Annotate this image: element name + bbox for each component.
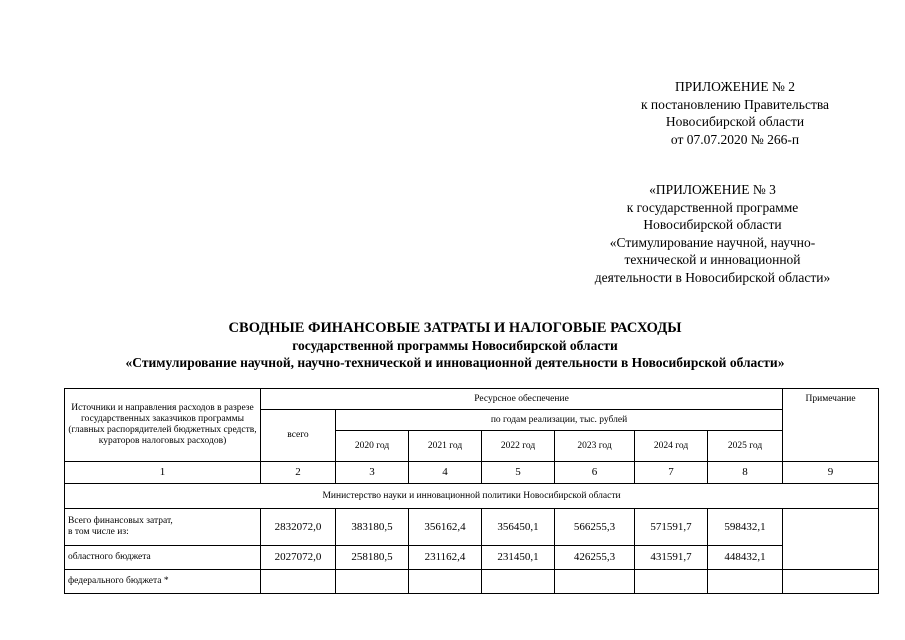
value-cell: 231162,4 <box>409 546 482 570</box>
header-resources: Ресурсное обеспечение <box>261 389 783 410</box>
col-number: 7 <box>635 462 708 484</box>
header-total: всего <box>261 410 336 462</box>
header-year: 2023 год <box>555 431 635 462</box>
col-number: 6 <box>555 462 635 484</box>
col-number: 3 <box>336 462 409 484</box>
row-label: Всего финансовых затрат, в том числе из: <box>65 509 261 546</box>
note-cell <box>783 509 879 570</box>
value-cell: 383180,5 <box>336 509 409 546</box>
appendix-2-line: ПРИЛОЖЕНИЕ № 2 <box>674 79 796 94</box>
col-number: 8 <box>708 462 783 484</box>
appendix-3-line: к государственной программе <box>626 199 799 215</box>
appendix-2-line: Новосибирской области <box>665 114 805 129</box>
appendix-3-line: технической и инновационной <box>624 252 801 267</box>
table-row <box>65 546 879 570</box>
header-year: 2022 год <box>482 431 555 462</box>
value-cell: 431591,7 <box>635 546 708 570</box>
col-number: 1 <box>65 462 261 484</box>
appendix-2-line: к постановлению Правительства <box>640 96 830 112</box>
table-row <box>65 570 879 594</box>
header-year: 2021 год <box>409 431 482 462</box>
title-line-3: «Стимулирование научной, научно-технической и инновационной деятельности в Новосибирской области» <box>125 355 785 370</box>
col-number: 5 <box>482 462 555 484</box>
col-number: 2 <box>261 462 336 484</box>
value-cell: 231450,1 <box>482 546 555 570</box>
value-cell: 2027072,0 <box>261 546 336 570</box>
document-title <box>40 319 870 371</box>
value-cell <box>261 570 336 594</box>
row-label: федерального бюджета * <box>65 570 261 594</box>
value-cell <box>708 570 783 594</box>
header-note: Примечание <box>783 389 879 462</box>
value-cell: 426255,3 <box>555 546 635 570</box>
value-cell: 566255,3 <box>555 509 635 546</box>
col-number: 9 <box>783 462 879 484</box>
value-cell <box>409 570 482 594</box>
financial-table <box>64 388 879 594</box>
col-number: 4 <box>409 462 482 484</box>
value-cell: 2832072,0 <box>261 509 336 546</box>
appendix-3-block <box>570 181 855 286</box>
appendix-3-line: «ПРИЛОЖЕНИЕ № 3 <box>649 182 776 197</box>
note-cell <box>783 570 879 594</box>
value-cell: 448432,1 <box>708 546 783 570</box>
header-sources: Источники и направления расходов в разрезе государственных заказчиков программы (главных распорядителей бюджетных средств, кураторов налоговых расходов) <box>65 389 261 462</box>
value-cell: 356450,1 <box>482 509 555 546</box>
row-label: областного бюджета <box>65 546 261 570</box>
header-year: 2020 год <box>336 431 409 462</box>
value-cell <box>555 570 635 594</box>
appendix-3-line: «Стимулирование научной, научно- <box>609 234 816 250</box>
header-year: 2024 год <box>635 431 708 462</box>
column-number-row <box>65 462 879 484</box>
section-row: Министерство науки и инновационной политики Новосибирской области <box>65 484 879 509</box>
value-cell: 598432,1 <box>708 509 783 546</box>
value-cell <box>336 570 409 594</box>
table-row <box>65 509 879 546</box>
header-year: 2025 год <box>708 431 783 462</box>
appendix-2-block <box>610 78 860 148</box>
title-line-2: государственной программы Новосибирской области <box>292 338 618 353</box>
value-cell: 571591,7 <box>635 509 708 546</box>
value-cell <box>482 570 555 594</box>
appendix-3-line: деятельности в Новосибирской области» <box>594 269 831 285</box>
title-line-1: СВОДНЫЕ ФИНАНСОВЫЕ ЗАТРАТЫ И НАЛОГОВЫЕ РАСХОДЫ <box>228 320 682 336</box>
value-cell: 258180,5 <box>336 546 409 570</box>
appendix-2-line: от 07.07.2020 № 266-п <box>670 131 800 147</box>
value-cell <box>635 570 708 594</box>
value-cell: 356162,4 <box>409 509 482 546</box>
appendix-3-line: Новосибирской области <box>643 217 782 232</box>
header-by-years: по годам реализации, тыс. рублей <box>336 410 783 431</box>
